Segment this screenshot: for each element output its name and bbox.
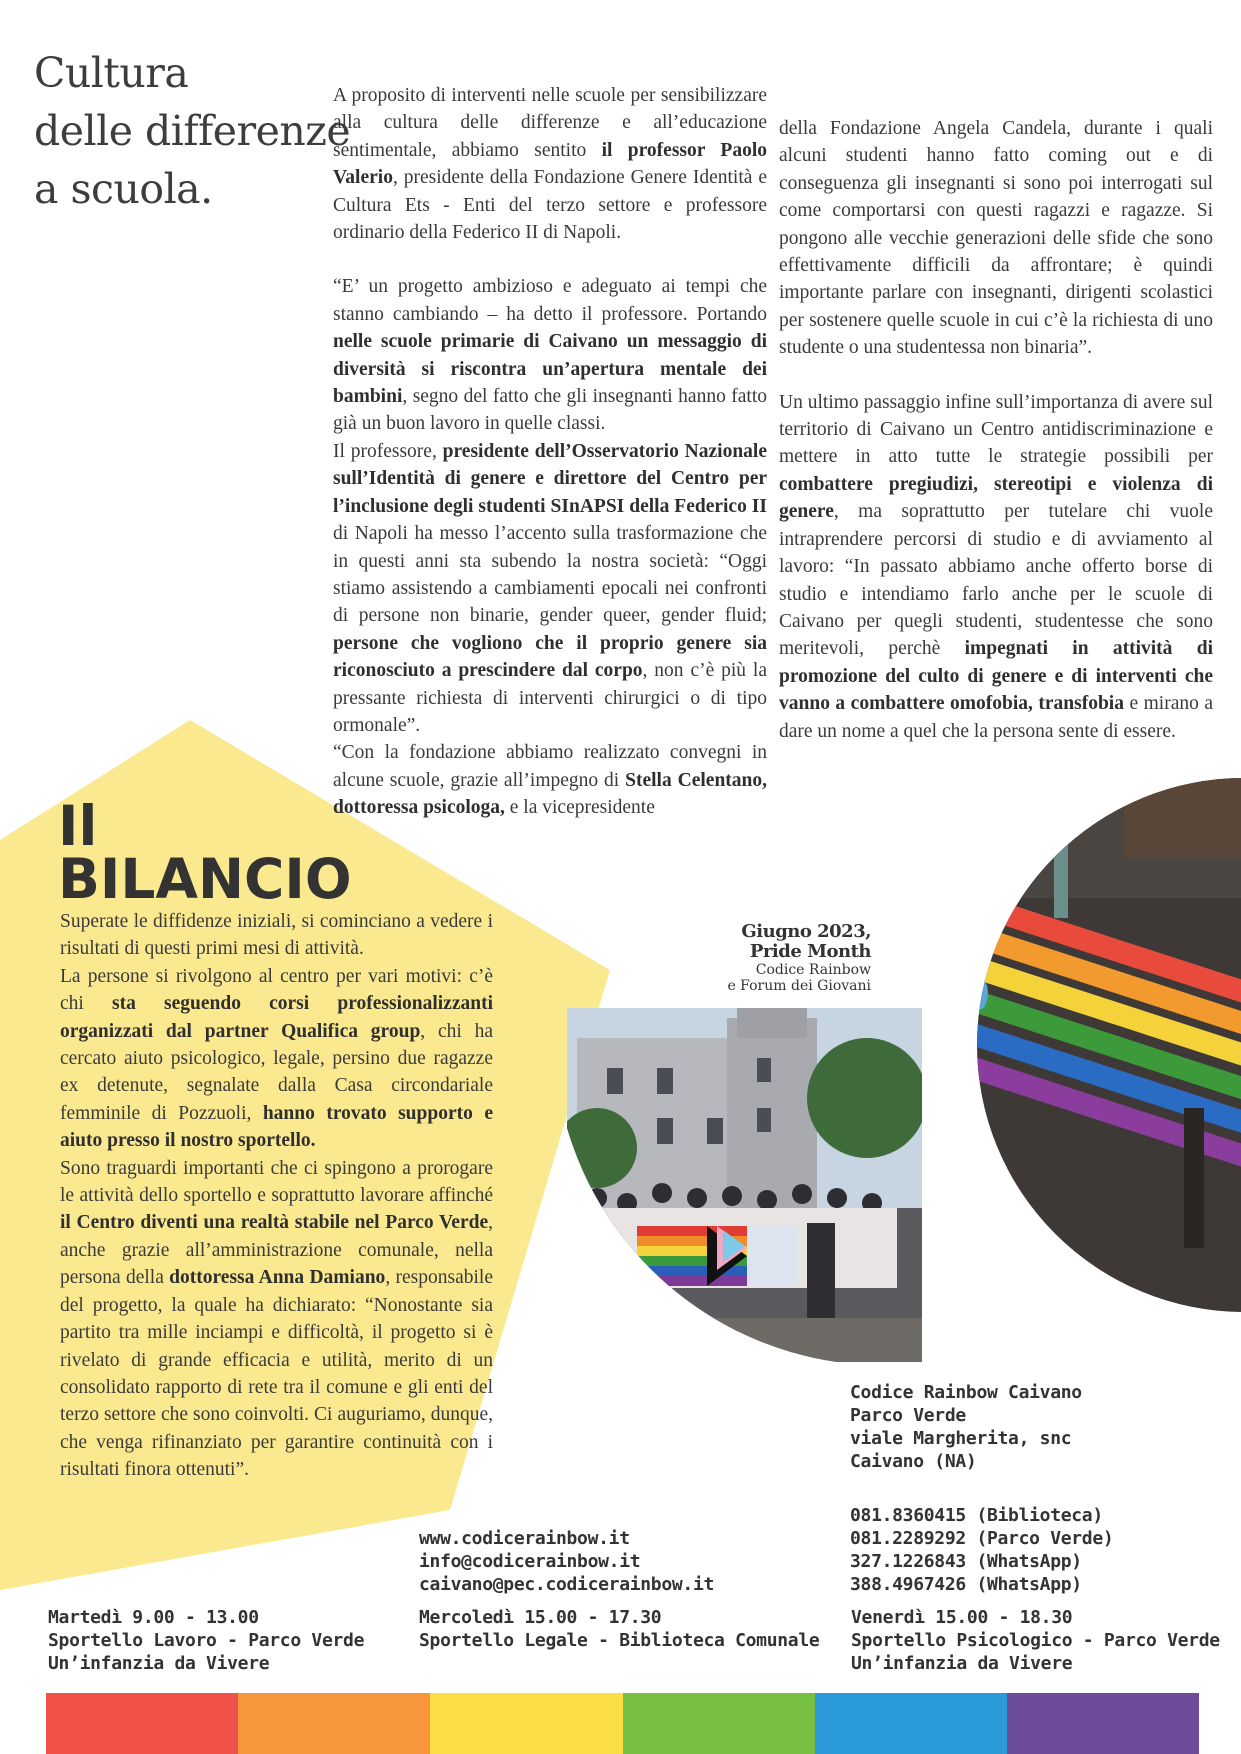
schedule-service: Sportello Legale - Biblioteca Comunale <box>419 1630 820 1651</box>
article-paragraph: della Fondazione Angela Candela, durante i quali alcuni studenti hanno fatto coming out e di conseguenza gli insegnanti si sono poi interrogati sul come comportarsi con questi ragazzi e ragazze. Si pongono alle vecchie generazioni delle sfide che sono effettivamente difficili da affrontare; è quindi importante parlare con insegnanti, dirigenti scolastici per sostenere quelle scuole in cui c’è la richiesta di uno studente o una studentessa non binaria”. <box>779 118 1213 359</box>
address-line: Codice Rainbow Caivano <box>850 1382 1082 1403</box>
caption-org: Codice Rainbow <box>755 962 871 978</box>
title-line: Cultura <box>34 49 189 97</box>
caption-event: Pride Month <box>749 941 871 962</box>
schedule-service: Sportello Psicologico - Parco Verde <box>851 1630 1220 1651</box>
title-line: delle differenze <box>34 107 351 155</box>
schedule-time: Venerdì 15.00 - 18.30 <box>851 1607 1073 1628</box>
article-paragraph: A proposito di interventi nelle scuole per sensibilizzare alla cultura delle differenze e all’educazione sentimentale, abbiamo sentito il professor Paolo Valerio, presidente della Fondazione Genere Identità e Cultura Ets - Enti del terzo settore e professore ordinario della Federico II di Napoli. <box>333 85 767 244</box>
stripe-yellow <box>430 1693 622 1754</box>
photo-caption <box>700 922 871 994</box>
schedule-tuesday <box>48 1606 364 1675</box>
schedule-partner: Un’infanzia da Vivere <box>48 1653 270 1674</box>
address-line: Caivano (NA) <box>850 1451 977 1472</box>
page-title <box>34 44 350 218</box>
article-paragraph: “Con la fondazione abbiamo realizzato convegni in alcune scuole, grazie all’impegno di Stella Celentano, dottoressa psicologa, e la vicepresidente <box>333 742 767 819</box>
article-column-right <box>779 115 1213 745</box>
article-column-left <box>333 82 767 822</box>
schedule-time: Mercoledì 15.00 - 17.30 <box>419 1607 662 1628</box>
address-line: Parco Verde <box>850 1405 966 1426</box>
stripe-orange <box>238 1693 430 1754</box>
schedule-friday <box>851 1606 1220 1675</box>
schedule-time: Martedì 9.00 - 13.00 <box>48 1607 259 1628</box>
website-link[interactable]: www.codicerainbow.it <box>419 1528 630 1549</box>
address-line: viale Margherita, snc <box>850 1428 1072 1449</box>
email-link[interactable]: info@codicerainbow.it <box>419 1551 641 1572</box>
stripe-purple <box>1007 1693 1199 1754</box>
bilancio-paragraph: La persone si rivolgono al centro per vari motivi: c’è chi sta seguendo corsi professionalizzanti organizzati dal partner Qualifica group, chi ha cercato aiuto psicologico, legale, persino due ragazze ex detenute, segnalate dalla Casa circondariale femminile di Pozzuoli, hanno trovato supporto e aiuto presso il nostro sportello. <box>60 965 493 1152</box>
rainbow-bench-photo <box>884 778 1241 1312</box>
bilancio-title-line: BILANCIO <box>58 847 352 911</box>
stripe-green <box>623 1693 815 1754</box>
article-paragraph: Il professore, presidente dell’Osservatorio Nazionale sull’Identità di genere e direttore del Centro per l’inclusione degli studenti SInAPSI della Federico II di Napoli ha messo l’accento sulla trasformazione che in questi anni sta subendo la nostra società: “Oggi stiamo assistendo a cambiamenti epocali nei confronti di persone non binarie, gender queer, gender fluid; persone che vogliono che il proprio genere sia riconosciuto a prescindere dal corpo, non c’è più la pressante richiesta di interventi chirurgici o di tipo ormonale”. <box>333 440 767 736</box>
bilancio-paragraph: Sono traguardi importanti che ci spingono a prorogare le attività dello sportello e soprattutto lavorare affinché il Centro diventi una realtà stabile nel Parco Verde, anche grazie all’amministrazione comunale, nella persona della dottoressa Anna Damiano, responsabile del progetto, la quale ha dichiarato: “Nonostante sia partito tra mille inciampi e difficoltà, il progetto si è rivelato di grande efficacia e utilità, merito di un consolidato rapporto di rete tra il comune e gli enti del terzo settore che sono coinvolti. Ci auguriamo, dunque, che venga rifinanziato per garantire continuità con i risultati finora ottenuti”. <box>60 1157 493 1481</box>
contact-address <box>850 1381 1082 1473</box>
schedule-service: Sportello Lavoro - Parco Verde <box>48 1630 365 1651</box>
bilancio-paragraph: Superate le diffidenze iniziali, si cominciano a vedere i risultati di questi primi mesi di attività. <box>60 911 493 960</box>
phone-number[interactable]: 388.4967426 (WhatsApp) <box>850 1574 1082 1595</box>
stripe-blue <box>815 1693 1007 1754</box>
schedule-partner: Un’infanzia da Vivere <box>851 1653 1073 1674</box>
phone-number[interactable]: 081.8360415 (Biblioteca) <box>850 1505 1103 1526</box>
article-paragraph: “E’ un progetto ambizioso e adeguato ai tempi che stanno cambiando – ha detto il professore. Portando nelle scuole primarie di Caivano un messaggio di diversità si riscontra un’apertura mentale dei bambini, segno del fatto che gli insegnanti hanno fatto già un buon lavoro in quelle classi. <box>333 276 767 435</box>
contact-web <box>419 1527 714 1596</box>
caption-date: Giugno 2023, <box>741 921 871 942</box>
rainbow-footer-bar <box>46 1693 1199 1754</box>
pec-email-link[interactable]: caivano@pec.codicerainbow.it <box>419 1574 715 1595</box>
bilancio-title <box>58 794 352 911</box>
bilancio-text <box>60 908 493 1484</box>
article-paragraph: Un ultimo passaggio infine sull’importanza di avere sul territorio di Caivano un Centro antidiscriminazione e mettere in atto tutte le strategie possibili per combattere pregiudizi, stereotipi e violenza di genere, ma soprattutto per tutelare chi vuole intraprendere percorsi di studio e di avviamento al lavoro: “In passato abbiamo anche offerto borse di studio e intendiamo farlo anche per le scuole di Caivano per quegli studenti, studentesse che sono meritevoli, perchè impegnati in attività di promozione del culto di genere e di interventi che vanno a combattere omofobia, transfobia e mirano a dare un nome a quel che la persona sente di essere. <box>779 391 1214 742</box>
schedule-wednesday <box>419 1606 819 1652</box>
phone-number[interactable]: 081.2289292 (Parco Verde) <box>850 1528 1114 1549</box>
stripe-red <box>46 1693 238 1754</box>
caption-org: e Forum dei Giovani <box>727 978 871 994</box>
phone-number[interactable]: 327.1226843 (WhatsApp) <box>850 1551 1082 1572</box>
group-photo <box>567 1008 922 1362</box>
contact-phones <box>850 1504 1113 1596</box>
title-line: a scuola. <box>34 165 213 213</box>
bilancio-title-line: Il <box>58 794 98 858</box>
